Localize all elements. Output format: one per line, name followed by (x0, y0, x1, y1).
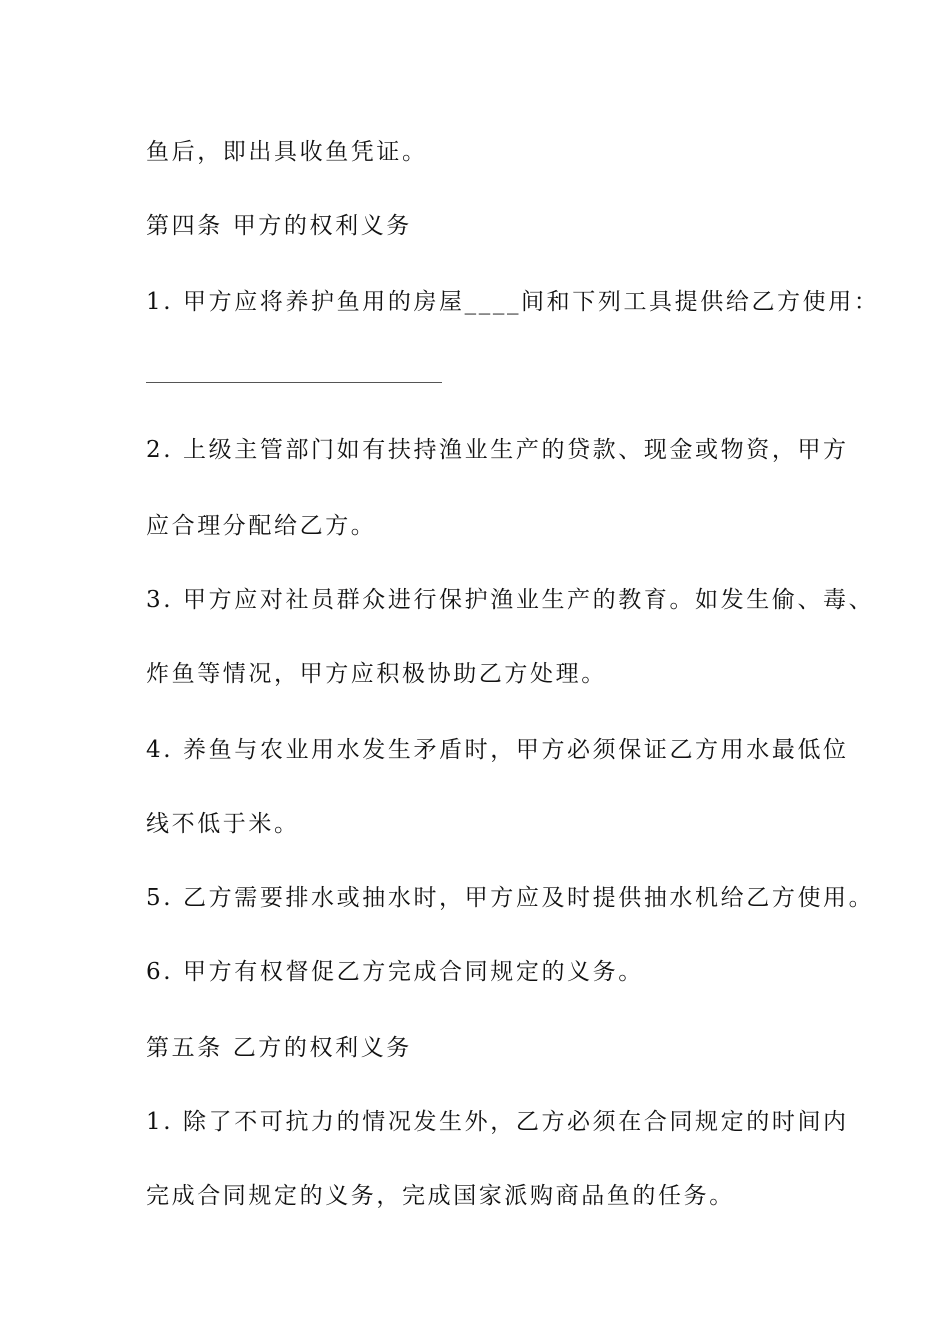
clause-4-3: 3. 甲方应对社员群众进行保护渔业生产的教育。如发生偷、毒、 (146, 587, 875, 613)
clause-4-4-continued: 线不低于米。 (146, 811, 300, 837)
clause-4-1: 1. 甲方应将养护鱼用的房屋____间和下列工具提供给乙方使用： (146, 289, 880, 315)
clause-4-6: 6. 甲方有权督促乙方完成合同规定的义务。 (146, 959, 644, 985)
text-line-receipt: 鱼后，即出具收鱼凭证。 (146, 139, 428, 165)
clause-4-2: 2. 上级主管部门如有扶持渔业生产的贷款、现金或物资，甲方 (146, 437, 849, 463)
clause-4-2-continued: 应合理分配给乙方。 (146, 513, 377, 539)
clause-4-3-continued: 炸鱼等情况，甲方应积极协助乙方处理。 (146, 661, 607, 687)
section-heading-article-4: 第四条 甲方的权利义务 (146, 213, 412, 239)
section-heading-article-5: 第五条 乙方的权利义务 (146, 1035, 412, 1061)
clause-4-4: 4. 养鱼与农业用水发生矛盾时，甲方必须保证乙方用水最低位 (146, 737, 849, 763)
clause-4-5: 5. 乙方需要排水或抽水时，甲方应及时提供抽水机给乙方使用。 (146, 885, 875, 911)
clause-5-1-continued: 完成合同规定的义务，完成国家派购商品鱼的任务。 (146, 1183, 735, 1209)
clause-5-1: 1. 除了不可抗力的情况发生外，乙方必须在合同规定的时间内 (146, 1109, 849, 1135)
blank-fill-line (146, 382, 442, 383)
